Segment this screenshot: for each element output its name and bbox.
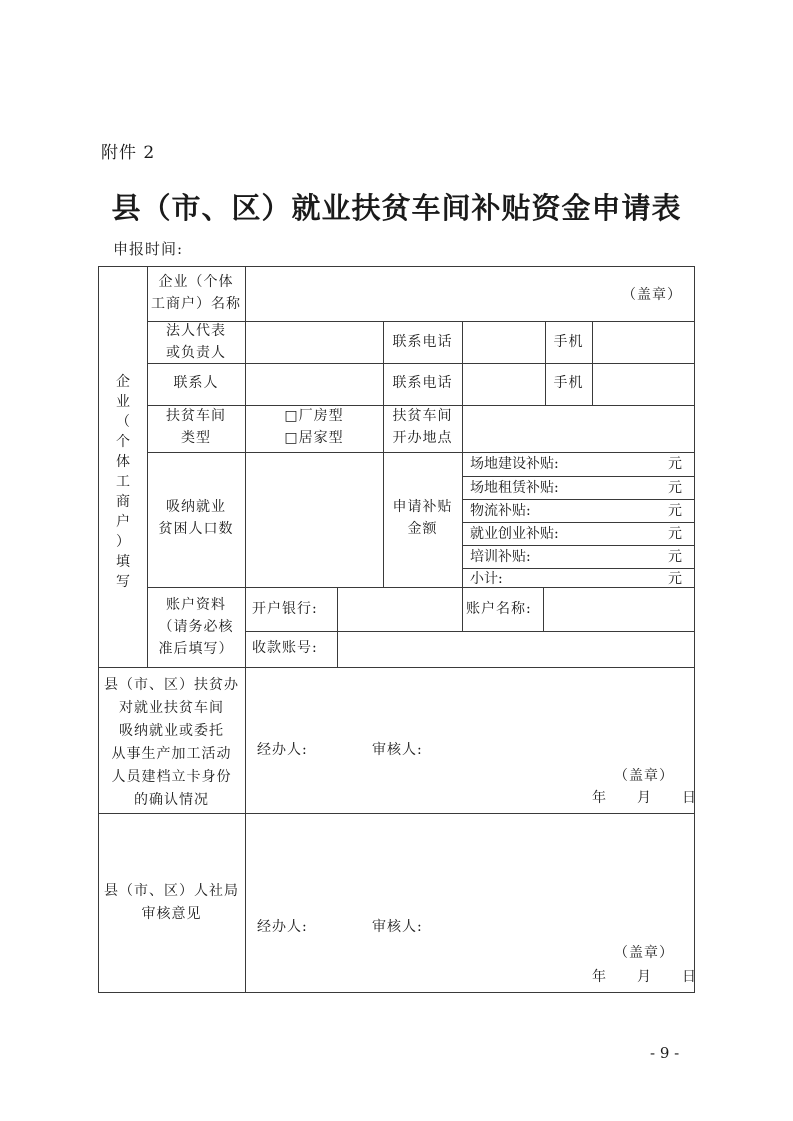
employ-count-field[interactable] [250, 458, 378, 582]
table-border-bottom [98, 992, 695, 993]
contact-phone-label-2: 联系电话 [392, 375, 453, 391]
apply-amount-label: 申请补贴 金额 [392, 499, 453, 537]
grid-line [98, 813, 695, 814]
group-label-char: 商 [116, 494, 130, 510]
grid-line [337, 587, 338, 667]
subsidy-subtotal-row[interactable]: 小计: 元 [470, 571, 682, 587]
grid-line [462, 499, 694, 500]
legal-rep-field[interactable] [250, 330, 378, 356]
legal-rep-mobile-field[interactable] [596, 330, 690, 356]
seal-text: （盖章） [614, 945, 674, 961]
reviewer-label: 审核人: [372, 742, 423, 758]
contact-phone-field[interactable] [466, 372, 542, 398]
date-text: 年 月 日 [592, 969, 697, 985]
seal-text: （盖章） [614, 768, 674, 784]
workshop-type-label: 扶贫车间 类型 [166, 408, 226, 446]
mobile-label: 手机 [553, 334, 584, 350]
attachment-label: 附件 2 [101, 143, 156, 163]
form-title: 县（市、区）就业扶贫车间补贴资金申请表 [111, 191, 682, 225]
reviewer-label: 审核人: [372, 919, 423, 935]
grid-line [462, 321, 463, 587]
handler-label: 经办人: [257, 919, 308, 935]
employ-count-label: 吸纳就业 贫困人口数 [158, 499, 234, 537]
subsidy-row[interactable]: 场地建设补贴: 元 [470, 456, 682, 472]
subsidy-row[interactable]: 就业创业补贴: 元 [470, 526, 682, 542]
group-label-char: 业 [116, 394, 130, 410]
group-label-char: 工 [116, 474, 130, 490]
legal-rep-label: 法人代表 或负责人 [166, 323, 226, 361]
date-text: 年 月 日 [592, 790, 697, 806]
workshop-type-options [245, 405, 383, 449]
seal-text: （盖章） [622, 287, 682, 303]
legal-rep-phone-field[interactable] [466, 330, 542, 356]
hr-bureau-label: 县（市、区）人社局 审核意见 [104, 883, 239, 922]
apply-time-label: 申报时间: [113, 240, 184, 258]
group-label-char: ） [116, 534, 130, 550]
group-label-char: 填 [116, 554, 130, 570]
table-border-right [694, 266, 695, 993]
grid-line [147, 452, 694, 453]
poverty-office-label: 县（市、区）扶贫办 对就业扶贫车间 吸纳就业或委托 从事生产加工活动 人员建档立卡身份 的确认情况 [104, 677, 239, 808]
bank-label: 开户银行: [252, 601, 318, 617]
grid-line [462, 476, 694, 477]
grid-line [462, 545, 694, 546]
grid-line [245, 631, 694, 632]
grid-line [543, 587, 544, 631]
group-label-char: 写 [116, 574, 130, 590]
workshop-location-label: 扶贫车间 开办地点 [392, 408, 453, 446]
enterprise-name-label: 企业（个体 工商户）名称 [151, 274, 241, 312]
group-label-char: 户 [116, 514, 130, 530]
bank-field[interactable] [341, 592, 459, 626]
subsidy-row[interactable]: 培训补贴: 元 [470, 549, 682, 565]
account-number-field[interactable] [341, 635, 690, 663]
handler-label: 经办人: [257, 742, 308, 758]
grid-line [462, 522, 694, 523]
account-name-field[interactable] [547, 592, 690, 626]
enterprise-name-field[interactable] [250, 282, 690, 310]
enterprise-group-label [112, 372, 134, 592]
option-factory-checkbox[interactable]: □厂房型 [284, 408, 344, 424]
contact-mobile-field[interactable] [596, 372, 690, 398]
group-label-char: 个 [116, 434, 130, 450]
account-name-label: 账户名称: [466, 601, 532, 617]
subsidy-row[interactable]: 场地租赁补贴: 元 [470, 480, 682, 496]
grid-line [462, 587, 463, 631]
contact-person-field[interactable] [250, 372, 378, 398]
page-number: - 9 - [650, 1044, 680, 1062]
table-border-top [98, 266, 695, 267]
mobile-label-2: 手机 [553, 375, 584, 391]
grid-line [383, 321, 384, 587]
grid-line [98, 667, 695, 668]
contact-phone-label: 联系电话 [392, 334, 453, 350]
group-label-char: 企 [116, 374, 130, 390]
group-label-char: 体 [116, 454, 130, 470]
workshop-location-field[interactable] [466, 410, 690, 446]
group-label-char: （ [116, 414, 130, 430]
option-home-checkbox[interactable]: □居家型 [284, 430, 344, 446]
account-info-label: 账户资料 （请务必核 准后填写） [158, 597, 234, 657]
contact-person-label: 联系人 [173, 375, 219, 391]
account-number-label: 收款账号: [252, 640, 318, 656]
grid-line [245, 266, 246, 992]
subsidy-row[interactable]: 物流补贴: 元 [470, 503, 682, 519]
